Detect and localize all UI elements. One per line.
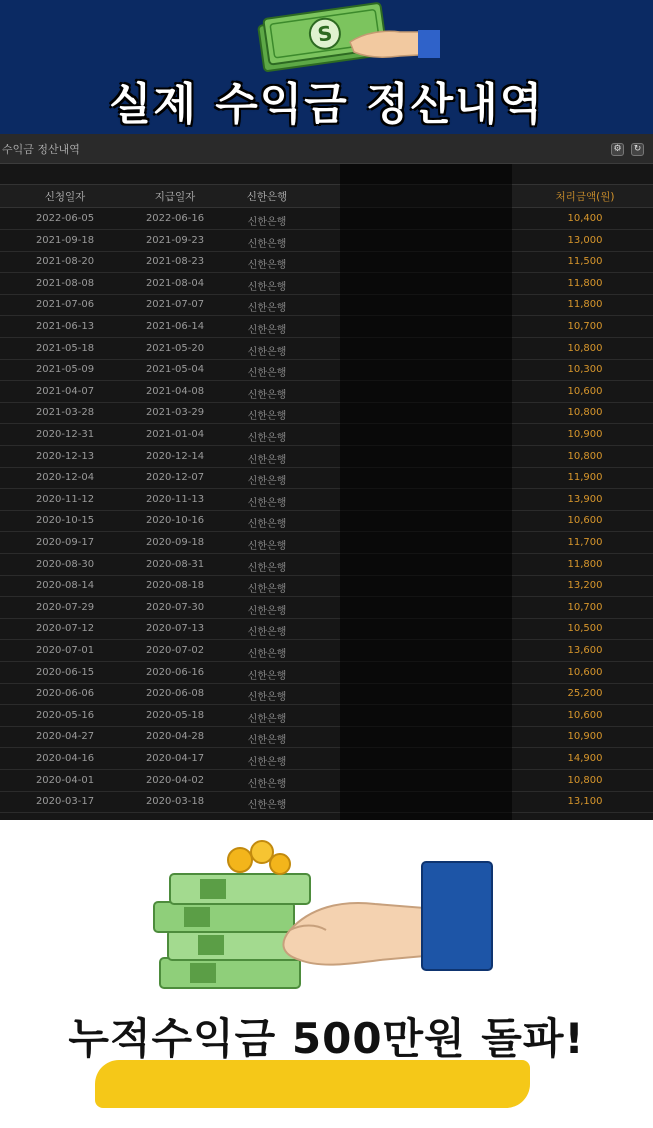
table-row xyxy=(0,446,653,468)
request-date-cell: 2020-05-16 xyxy=(35,709,95,721)
amount-cell: 11,800 xyxy=(567,277,603,289)
amount-cell: 11,700 xyxy=(567,537,603,548)
amount-cell: 13,000 xyxy=(567,234,603,246)
payment-date-cell: 2021-08-04 xyxy=(145,277,205,289)
bank-cell: 신한은행 xyxy=(247,735,287,747)
cumulative-earnings-headline: 누적수익금 500만원 돌파! xyxy=(68,1014,585,1063)
payment-date-cell: 2020-03-18 xyxy=(145,796,205,808)
payment-date-cell: 2020-10-16 xyxy=(145,515,205,527)
request-date-cell: 2021-05-18 xyxy=(35,342,95,354)
payment-date-cell: 2021-08-23 xyxy=(145,256,205,268)
amount-cell: 10,800 xyxy=(567,450,603,462)
table-row xyxy=(0,532,653,554)
request-date-cell: 2020-07-29 xyxy=(35,601,95,613)
amount-cell: 10,900 xyxy=(567,731,603,743)
request-date-cell: 2020-09-17 xyxy=(35,537,95,548)
cash-stack-hand-icon xyxy=(140,838,510,1008)
table-row xyxy=(0,705,653,727)
request-date-cell: 2021-08-08 xyxy=(35,277,95,289)
table-row xyxy=(0,748,653,770)
payment-date-cell: 2020-08-18 xyxy=(145,580,205,592)
settings-button[interactable] xyxy=(611,143,624,156)
amount-cell: 13,600 xyxy=(567,645,603,656)
bank-cell: 신한은행 xyxy=(247,670,287,682)
table-row xyxy=(0,359,653,381)
amount-cell: 10,700 xyxy=(567,321,603,332)
table-row xyxy=(0,273,653,295)
payment-date-cell: 2021-04-08 xyxy=(145,385,205,397)
request-date-cell: 2020-07-01 xyxy=(35,645,95,656)
bank-cell: 신한은행 xyxy=(247,346,287,358)
bank-cell: 신한은행 xyxy=(247,454,287,466)
payment-date-cell: 2021-01-04 xyxy=(145,429,205,440)
amount-cell: 11,800 xyxy=(567,299,603,311)
bank-cell: 신한은행 xyxy=(247,605,287,617)
amount-cell: 10,600 xyxy=(567,709,603,721)
table-row xyxy=(0,726,653,748)
payment-date-cell: 2020-08-31 xyxy=(145,558,205,570)
settlement-table xyxy=(0,164,653,820)
gear-icon: ⚙ xyxy=(613,144,622,154)
request-date-cell: 2020-12-31 xyxy=(35,429,95,440)
request-date-cell: 2021-05-09 xyxy=(35,364,95,376)
payment-date-cell: 2020-05-18 xyxy=(145,709,205,721)
amount-cell: 13,900 xyxy=(567,493,603,505)
amount-cell: 10,500 xyxy=(567,623,603,635)
bank-cell: 신한은행 xyxy=(247,497,287,509)
bottom-section xyxy=(0,820,653,1128)
column-header-amount: 처리금액(원) xyxy=(555,191,615,203)
bank-cell: 신한은행 xyxy=(247,411,287,423)
amount-cell: 11,900 xyxy=(567,472,603,484)
payment-date-cell: 2020-07-13 xyxy=(145,623,205,635)
refresh-button[interactable] xyxy=(631,143,644,156)
top-banner xyxy=(0,0,653,134)
table-row xyxy=(0,294,653,316)
table-row xyxy=(0,554,653,576)
table-row xyxy=(0,640,653,662)
request-date-cell: 2021-03-28 xyxy=(35,407,95,419)
table-row xyxy=(0,597,653,619)
table-row xyxy=(0,618,653,640)
bank-cell: 신한은행 xyxy=(247,778,287,790)
request-date-cell: 2020-08-30 xyxy=(35,558,95,570)
settlement-window xyxy=(0,134,653,820)
bank-cell: 신한은행 xyxy=(247,368,287,380)
payment-date-cell: 2021-05-04 xyxy=(145,364,205,376)
amount-cell: 13,200 xyxy=(567,580,603,592)
bank-cell: 신한은행 xyxy=(247,649,287,660)
table-row xyxy=(0,770,653,792)
payment-date-cell: 2020-09-18 xyxy=(145,537,205,548)
request-date-cell: 2020-04-01 xyxy=(35,774,95,786)
payment-date-cell: 2020-12-14 xyxy=(145,450,205,462)
request-date-cell: 2020-06-15 xyxy=(35,666,95,678)
amount-cell: 11,800 xyxy=(567,558,603,570)
payment-date-cell: 2020-06-16 xyxy=(145,666,205,678)
table-row xyxy=(0,662,653,684)
payment-date-cell: 2020-11-13 xyxy=(145,493,205,505)
payment-date-cell: 2020-04-02 xyxy=(145,774,205,786)
table-row xyxy=(0,251,653,273)
table-row xyxy=(0,575,653,597)
payment-date-cell: 2022-06-16 xyxy=(145,213,205,224)
request-date-cell: 2021-04-07 xyxy=(35,385,95,397)
amount-cell: 10,600 xyxy=(567,666,603,678)
bank-cell: 신한은행 xyxy=(247,476,287,488)
bank-cell: 신한은행 xyxy=(247,800,287,812)
bank-cell: 신한은행 xyxy=(247,562,287,574)
table-row xyxy=(0,467,653,489)
table-row xyxy=(0,230,653,252)
table-row xyxy=(0,791,653,813)
amount-cell: 13,100 xyxy=(567,796,603,808)
table-row xyxy=(0,316,653,338)
window-titlebar xyxy=(0,134,653,164)
bank-cell: 신한은행 xyxy=(247,389,287,401)
payment-date-cell: 2020-12-07 xyxy=(145,472,205,484)
column-header-request-date: 신청일자 xyxy=(44,191,86,203)
headline-highlight xyxy=(95,1060,530,1108)
bank-cell: 신한은행 xyxy=(247,627,287,639)
request-date-cell: 2021-08-20 xyxy=(35,256,95,268)
request-date-cell: 2020-11-12 xyxy=(35,493,95,505)
request-date-cell: 2020-07-12 xyxy=(35,623,95,635)
amount-cell: 10,700 xyxy=(567,601,603,613)
amount-cell: 10,800 xyxy=(567,407,603,419)
payment-date-cell: 2020-04-17 xyxy=(145,753,205,764)
request-date-cell: 2021-07-06 xyxy=(35,299,95,311)
request-date-cell: 2020-10-15 xyxy=(35,515,95,527)
amount-cell: 10,400 xyxy=(567,213,603,224)
payment-date-cell: 2020-04-28 xyxy=(145,731,205,743)
amount-cell: 10,600 xyxy=(567,515,603,527)
payment-date-cell: 2021-09-23 xyxy=(145,234,205,246)
amount-cell: 14,900 xyxy=(567,753,603,764)
table-row xyxy=(0,424,653,446)
bank-cell: 신한은행 xyxy=(247,433,287,444)
request-date-cell: 2020-08-14 xyxy=(35,580,95,592)
bank-cell: 신한은행 xyxy=(247,692,287,704)
payment-date-cell: 2020-07-30 xyxy=(145,601,205,613)
request-date-cell: 2020-04-27 xyxy=(35,731,95,743)
bank-cell: 신한은행 xyxy=(247,584,287,596)
payment-date-cell: 2021-07-07 xyxy=(145,299,205,311)
table-row xyxy=(0,402,653,424)
request-date-cell: 2020-04-16 xyxy=(35,753,95,764)
amount-cell: 10,800 xyxy=(567,342,603,354)
refresh-icon: ↻ xyxy=(633,144,642,154)
amount-cell: 10,800 xyxy=(567,774,603,786)
column-header-payment-date: 지급일자 xyxy=(154,191,196,203)
bank-cell: 신한은행 xyxy=(247,325,287,336)
bank-cell: 신한은행 xyxy=(247,541,287,552)
bank-cell: 신한은행 xyxy=(247,713,287,725)
column-header-bank: 신한은행 xyxy=(246,191,288,203)
amount-cell: 10,900 xyxy=(567,429,603,440)
payment-date-cell: 2020-07-02 xyxy=(145,645,205,656)
payment-date-cell: 2021-05-20 xyxy=(145,342,205,354)
table-row xyxy=(0,208,653,230)
request-date-cell: 2020-12-04 xyxy=(35,472,95,484)
redacted-account-column xyxy=(340,164,512,820)
amount-cell: 10,300 xyxy=(567,364,603,376)
payment-date-cell: 2020-06-08 xyxy=(145,688,205,700)
bank-cell: 신한은행 xyxy=(247,757,287,768)
bank-cell: 신한은행 xyxy=(247,303,287,315)
banner-title: 실제 수익금 정산내역 xyxy=(108,79,545,130)
table-row xyxy=(0,381,653,403)
bank-cell: 신한은행 xyxy=(247,238,287,250)
window-title: 수익금 정산내역 xyxy=(2,143,80,156)
bank-cell: 신한은행 xyxy=(247,519,287,531)
table-row xyxy=(0,489,653,511)
request-date-cell: 2021-06-13 xyxy=(35,321,95,332)
request-date-cell: 2020-06-06 xyxy=(35,688,95,700)
request-date-cell: 2020-12-13 xyxy=(35,450,95,462)
payment-date-cell: 2021-03-29 xyxy=(145,407,205,419)
payment-date-cell: 2021-06-14 xyxy=(145,321,205,332)
table-header xyxy=(0,184,653,208)
bank-cell: 신한은행 xyxy=(247,260,287,272)
table-row xyxy=(0,683,653,705)
amount-cell: 25,200 xyxy=(567,688,603,700)
table-row xyxy=(0,510,653,532)
amount-cell: 10,600 xyxy=(567,385,603,397)
money-hand-icon xyxy=(250,2,440,72)
amount-cell: 11,500 xyxy=(567,256,603,268)
bank-cell: 신한은행 xyxy=(247,281,287,293)
svg-text:S: S xyxy=(316,20,334,47)
request-date-cell: 2022-06-05 xyxy=(35,213,95,224)
bank-cell: 신한은행 xyxy=(247,217,287,228)
request-date-cell: 2021-09-18 xyxy=(35,234,95,246)
request-date-cell: 2020-03-17 xyxy=(35,796,95,808)
table-row xyxy=(0,338,653,360)
